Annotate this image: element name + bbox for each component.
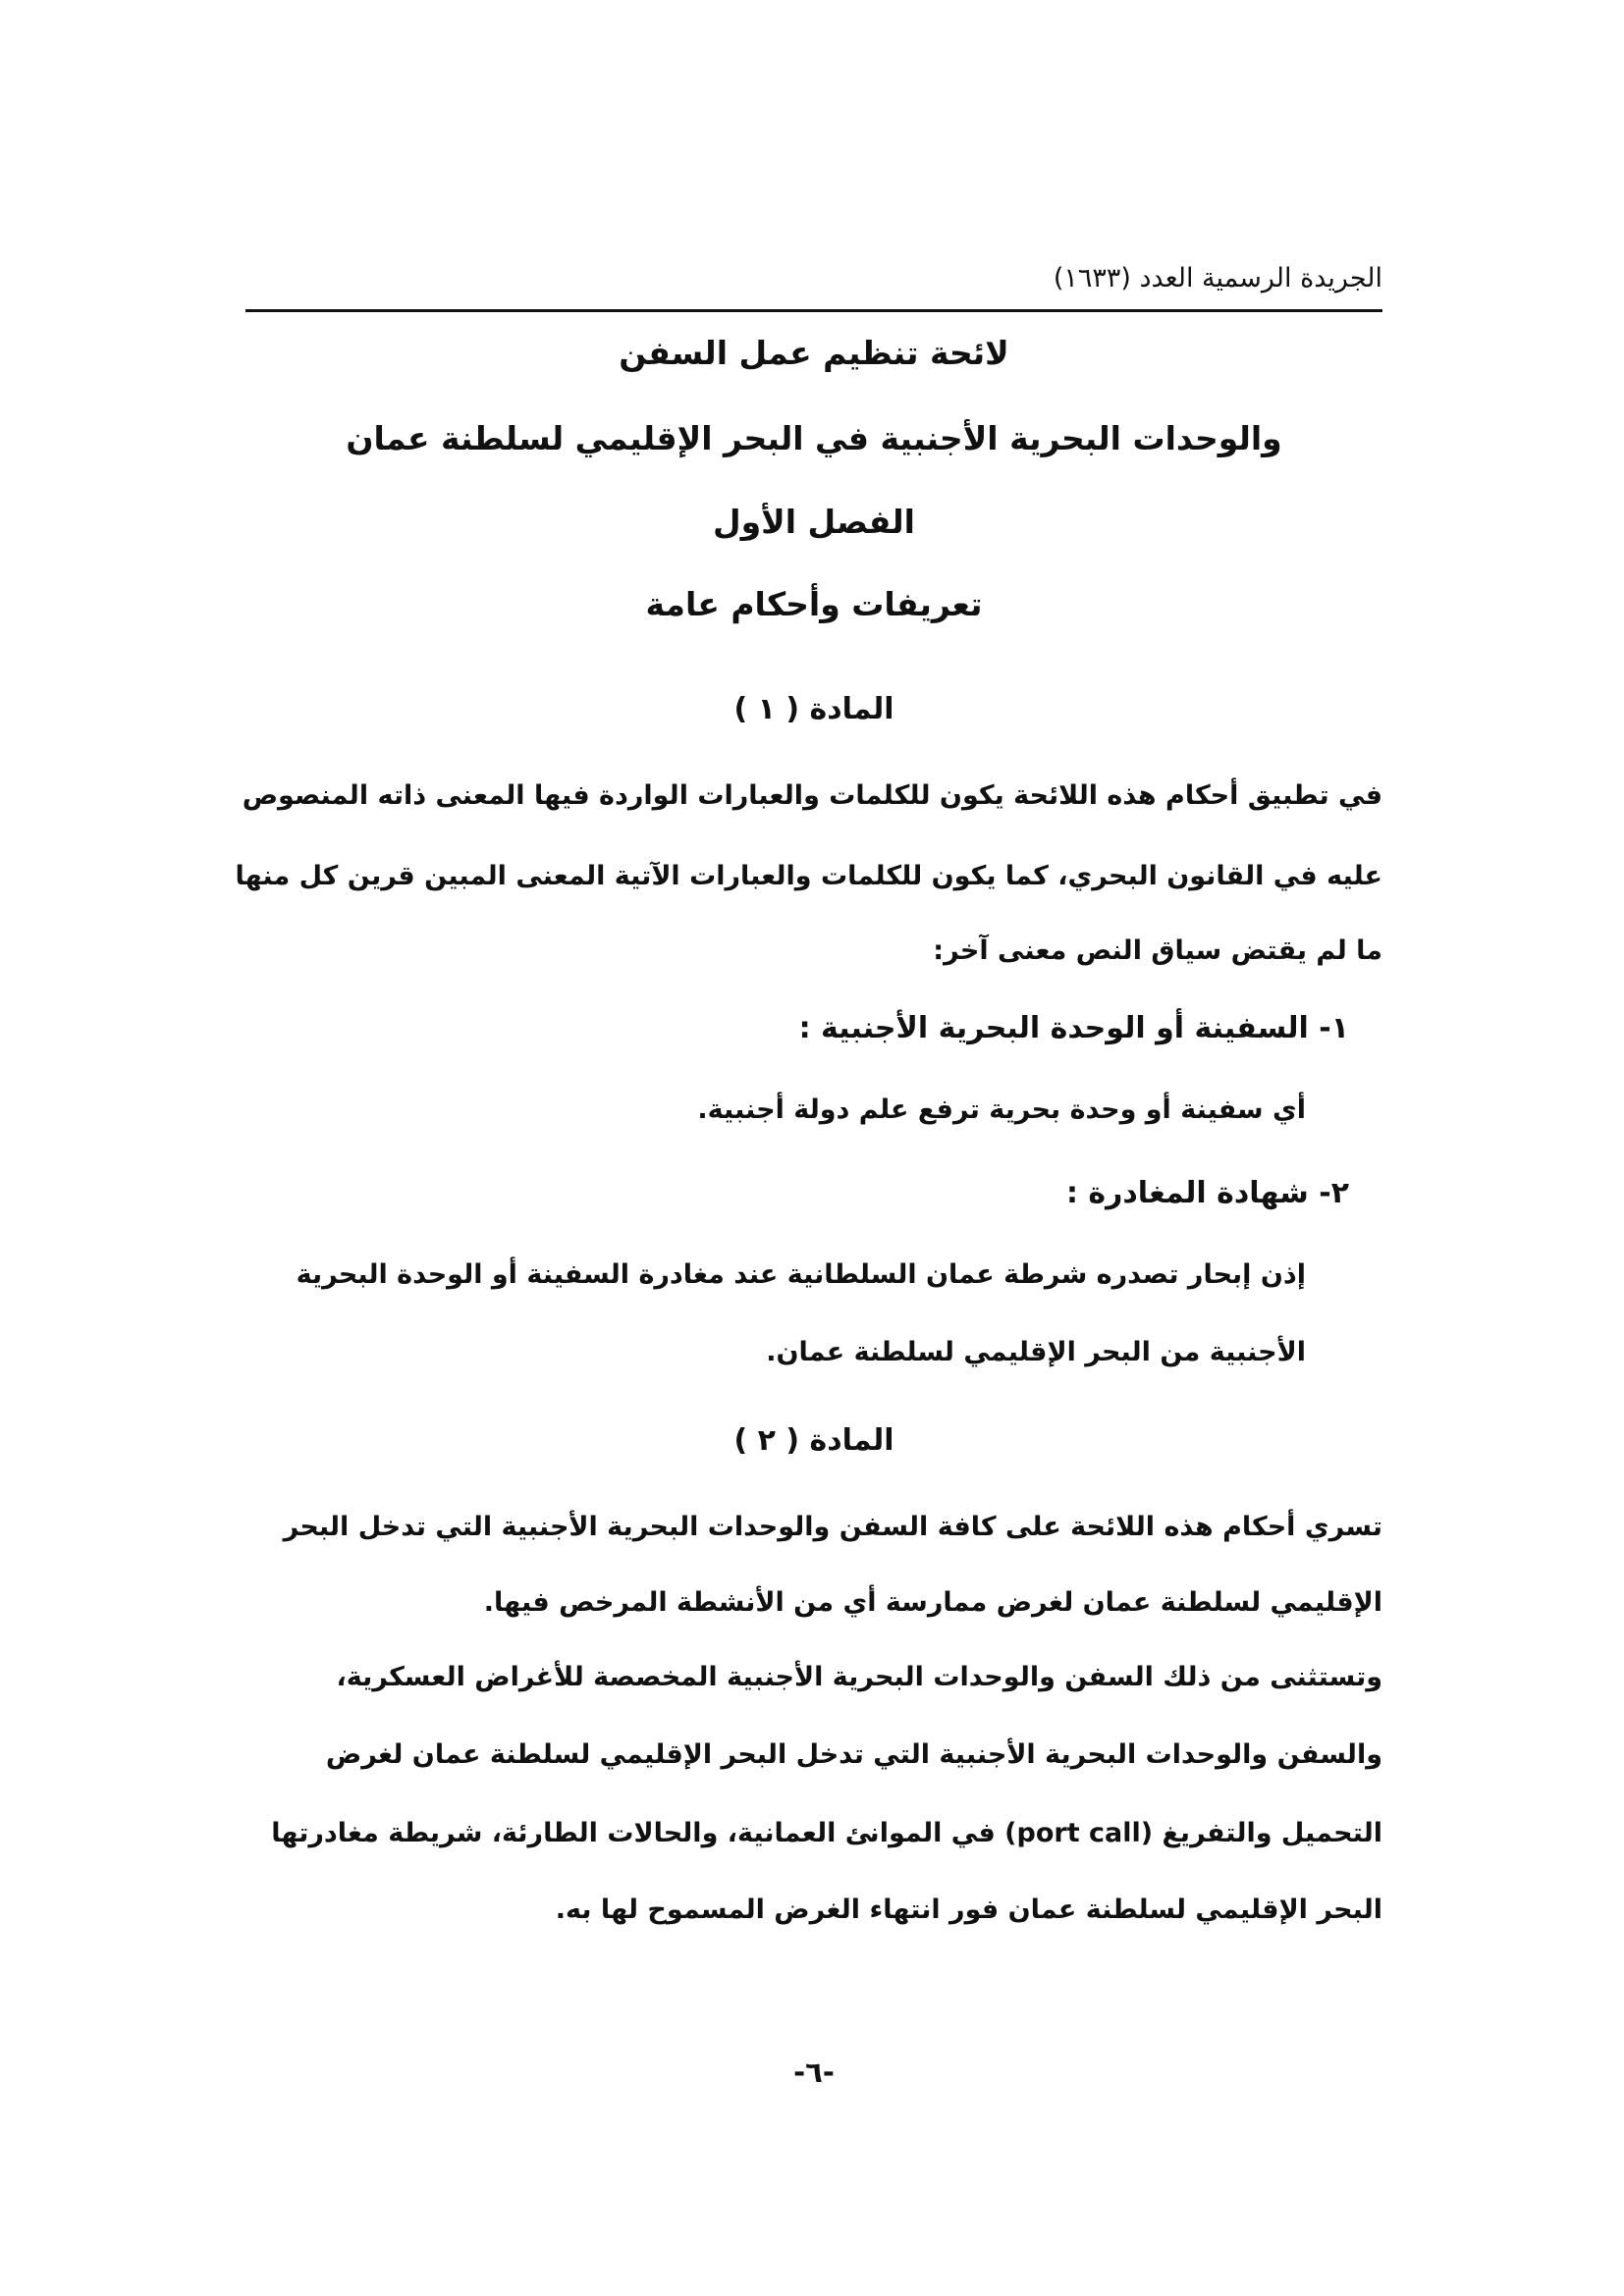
definition-term-foreign-vessel: ١- السفينة أو الوحدة البحرية الأجنبية : bbox=[798, 1011, 1349, 1045]
chapter-heading: الفصل الأول bbox=[713, 503, 915, 541]
chapter-title: تعريفات وأحكام عامة bbox=[645, 585, 983, 623]
article-2-paragraph-line: البحر الإقليمي لسلطنة عمان فور انتهاء الغرض المسموح لها به. bbox=[555, 1895, 1382, 1925]
article-2-paragraph-line: والسفن والوحدات البحرية الأجنبية التي تدخل البحر الإقليمي لسلطنة عمان لغرض bbox=[325, 1739, 1382, 1770]
definition-term-departure-certificate: ٢- شهادة المغادرة : bbox=[1065, 1176, 1349, 1210]
regulation-title-line-2: والوحدات البحرية الأجنبية في البحر الإقليمي لسلطنة عمان bbox=[346, 419, 1282, 457]
article-2-paragraph-line: الإقليمي لسلطنة عمان لغرض ممارسة أي من الأنشطة المرخص فيها. bbox=[483, 1587, 1382, 1618]
definition-text-departure-certificate: الأجنبية من البحر الإقليمي لسلطنة عمان. bbox=[766, 1337, 1306, 1367]
article-2-heading: المادة ( ٢ ) bbox=[733, 1423, 894, 1458]
regulation-title-line-1: لائحة تنظيم عمل السفن bbox=[619, 334, 1009, 372]
article-1-paragraph-line: عليه في القانون البحري، كما يكون للكلمات والعبارات الآتية المعنى المبين قرين كل منها bbox=[235, 861, 1382, 891]
definition-text-departure-certificate: إذن إبحار تصدره شرطة عمان السلطانية عند مغادرة السفينة أو الوحدة البحرية bbox=[296, 1259, 1306, 1290]
article-2-paragraph-line: التحميل والتفريغ (port call) في الموانئ العمانية، والحالات الطارئة، شريطة مغادرتها bbox=[271, 1818, 1382, 1848]
definition-text-foreign-vessel: أي سفينة أو وحدة بحرية ترفع علم دولة أجنبية. bbox=[697, 1095, 1306, 1125]
article-1-paragraph-line: ما لم يقتض سياق النص معنى آخر: bbox=[933, 935, 1382, 966]
article-1-paragraph-line: في تطبيق أحكام هذه اللائحة يكون للكلمات والعبارات الواردة فيها المعنى ذاته المنصوص bbox=[242, 780, 1382, 811]
page-header bbox=[245, 263, 1382, 312]
gazette-header-title: الجريدة الرسمية العدد (١٦٣٣) bbox=[1053, 263, 1382, 294]
article-1-heading: المادة ( ١ ) bbox=[733, 692, 894, 726]
page-number: -٦- bbox=[793, 2056, 835, 2089]
article-2-paragraph-line: وتستثنى من ذلك السفن والوحدات البحرية الأجنبية المخصصة للأغراض العسكرية، bbox=[336, 1662, 1382, 1692]
article-2-paragraph-line: تسري أحكام هذه اللائحة على كافة السفن والوحدات البحرية الأجنبية التي تدخل البحر bbox=[283, 1512, 1382, 1542]
